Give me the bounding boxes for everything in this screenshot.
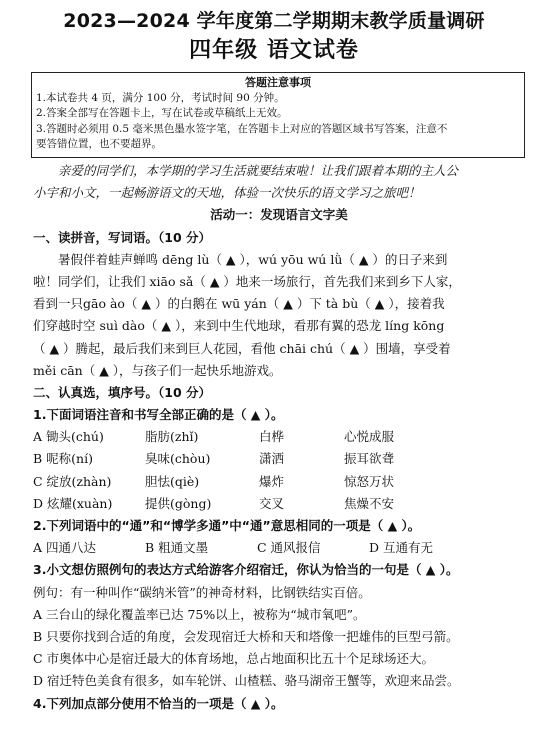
section-heading: 一、读拼音，写词语。（10 分） xyxy=(33,229,211,245)
intro-line: 小宇和小文，一起畅游语文的天地，体验一次快乐的语文学习之旅吧！ xyxy=(33,185,421,201)
option-word: 惊怒万状 xyxy=(344,473,395,489)
exam-content xyxy=(33,160,525,715)
notice-item: 3.答题时必须用 0.5 毫米黑色墨水签字笔，在答题卡上对应的答题区域书写答案，注意不 xyxy=(36,122,448,135)
pinyin-paragraph-line: 啦！同学们，让我们 xiāo sǎ（ ▲ ）地来一场旅行，首先我们来到乡下人家， xyxy=(33,273,461,289)
option-word: C 绽放(zhàn) xyxy=(33,473,112,489)
option-word: 脂肪(zhǐ) xyxy=(145,429,199,445)
option-word: B 呢称(ní) xyxy=(33,451,93,467)
option-word: 爆炸 xyxy=(259,473,285,489)
example-sentence: 例句：有一种叫作“碳纳米管”的神奇材料，比钢铁结实百倍。 xyxy=(33,584,371,600)
option-sentence: A 三台山的绿化覆盖率已达 75%以上，被称为“城市氧吧”。 xyxy=(33,606,366,622)
option-word: 提供(gòng) xyxy=(145,495,212,511)
option-word: 心悦成服 xyxy=(344,429,395,445)
question-stem: 2.下列词语中的“通”和“博学多通”中“通”意思相同的一项是（ ▲ ）。 xyxy=(33,518,421,533)
option-word: 交叉 xyxy=(259,495,285,511)
option-choice: D 互通有无 xyxy=(369,540,433,556)
notice-item: 2.答案全部写在答题卡上，写在试卷或草稿纸上无效。 xyxy=(36,107,288,119)
option-row xyxy=(33,448,525,470)
option-sentence: C 市奥体中心是宿迁最大的体育场地，总占地面积比五十个足球场还大。 xyxy=(33,651,435,667)
option-choice: A 四通八达 xyxy=(33,540,97,556)
option-row xyxy=(33,493,525,515)
section-heading: 二、认真选，填序号。（10 分） xyxy=(33,384,211,400)
pinyin-paragraph-line: （ ▲ ）腾起，最后我们来到巨人花园，看他 chāi chú（ ▲ ）围墙，享受着 xyxy=(33,340,451,356)
notice-item: 1.本试卷共 4 页，满分 100 分，考试时间 90 分钟。 xyxy=(36,91,285,104)
option-word: 焦燥不安 xyxy=(344,495,395,511)
question-stem: 4.下列加点部分使用不恰当的一项是（ ▲ ）。 xyxy=(33,695,284,711)
option-word: 白桦 xyxy=(259,429,285,445)
option-sentence: D 宿迁特色美食有很多，如车轮饼、山楂糕、骆马湖帝王蟹等，欢迎来品尝。 xyxy=(33,673,460,689)
question-stem: 3.小文想仿照例句的表达方式给游客介绍宿迁，你认为恰当的一句是（ ▲ ）。 xyxy=(33,562,459,578)
activity-heading: 活动一：发现语言文字美 xyxy=(210,207,348,223)
intro-line: 亲爱的同学们，本学期的学习生活就要结束啦！让我们跟着本期的主人公 xyxy=(58,163,459,178)
notice-box xyxy=(31,72,525,158)
option-word: D 炫耀(xuàn) xyxy=(33,495,113,511)
option-word: 振耳欲聋 xyxy=(344,451,395,467)
exam-title: 2023—2024 学年度第二学期期末教学质量调研 xyxy=(63,10,485,32)
option-row xyxy=(33,471,525,493)
pinyin-paragraph-line: měi cān（ ▲ ），与孩子们一起快乐地游戏。 xyxy=(33,362,282,378)
option-choice: B 粗通文墨 xyxy=(145,540,209,556)
option-row xyxy=(33,426,525,448)
option-word: 胆怯(qiè) xyxy=(145,473,200,489)
pinyin-paragraph-line: 看到一只gāo ào（ ▲ ）的白鹅在 wū yán（ ▲ ）下 tà bù（ ▲ ），接着我 xyxy=(33,296,445,312)
option-word: 臭味(chòu) xyxy=(145,451,211,467)
option-row xyxy=(33,537,525,559)
notice-heading: 答题注意事项 xyxy=(245,76,311,89)
option-choice: C 通风报信 xyxy=(257,540,321,556)
question-stem: 1.下面词语注音和书写全部正确的是（ ▲ ）。 xyxy=(33,407,284,423)
notice-item: 要答错位置，也不要超界。 xyxy=(36,138,162,150)
option-word: A 锄头(chú) xyxy=(33,429,104,445)
pinyin-paragraph-line: 们穿越时空 suì dào（ ▲ ），来到中生代地球，看那有翼的恐龙 líng kōng xyxy=(33,318,445,334)
option-sentence: B 只要你找到合适的角度，会发现宿迁大桥和天和塔像一把雄伟的巨型弓箭。 xyxy=(33,628,459,644)
option-word: 潇洒 xyxy=(259,451,285,467)
exam-subtitle: 四年级 语文试卷 xyxy=(189,38,359,63)
pinyin-paragraph-line: 暑假伴着蛙声蝉鸣 dēng lù（ ▲ ），wú yōu wú lǜ（ ▲ ）的日子来到 xyxy=(58,251,448,267)
